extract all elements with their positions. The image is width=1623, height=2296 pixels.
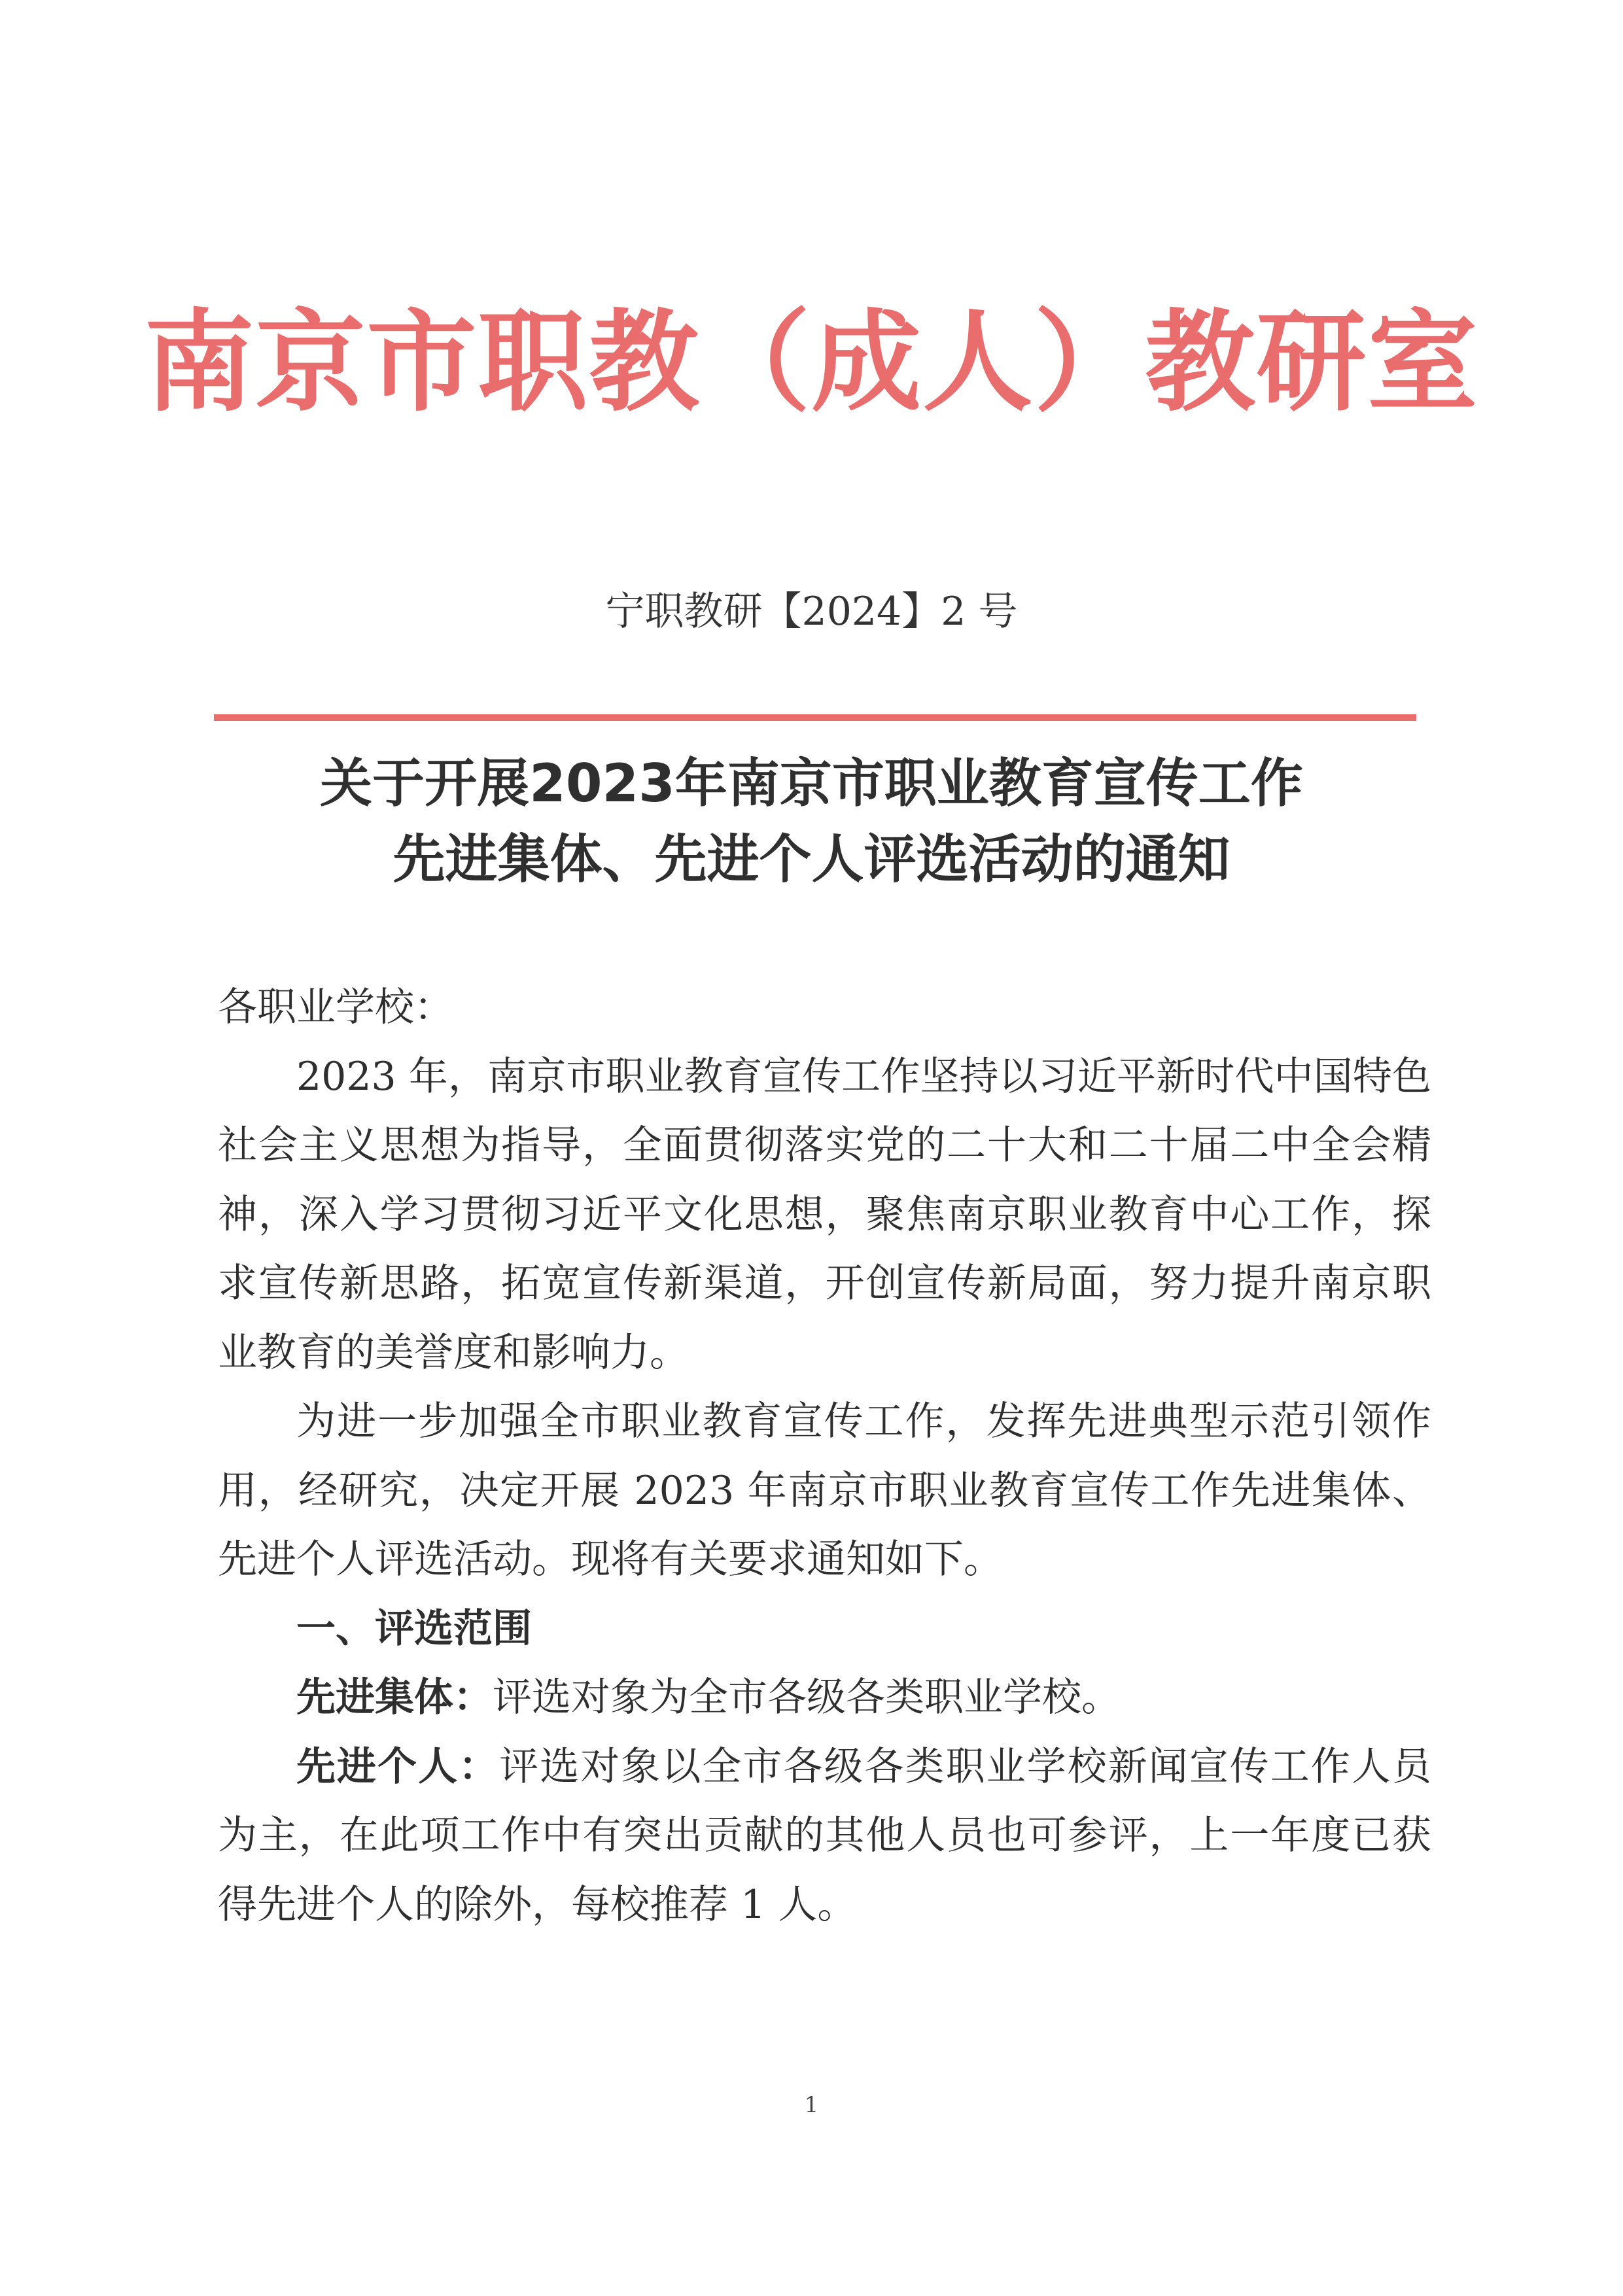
notice-body [218, 973, 1431, 1939]
letterhead-org-name: 南京市职教（成人）教研室 [144, 298, 1479, 426]
page-number: 1 [804, 2092, 819, 2118]
notice-title-line-1: 关于开展2023年南京市职业教育宣传工作 [320, 753, 1303, 814]
salutation: 各职业学校： [218, 984, 453, 1030]
section-heading-selection-scope: 一、评选范围 [296, 1605, 532, 1652]
paragraph-background: 2023 年，南京市职业教育宣传工作坚持以习近平新时代中国特色社会主义思想为指导，全面贯彻落实党的二十大和二十届二中全会精神，深入学习贯彻习近平文化思想，聚焦南京职业教育中心工作，探求宣传新思路，拓宽宣传新渠道，开创宣传新局面，努力提升南京职业教育的美誉度和影响力。 [218, 1053, 1431, 1376]
advanced-individual-label: 先进个人： [296, 1743, 500, 1790]
document-number: 宁职教研【2024】2 号 [605, 589, 1018, 635]
notice-title-line-2: 先进集体、先进个人评选活动的通知 [393, 829, 1230, 890]
advanced-collective-text: 评选对象为全市各级各类职业学校。 [493, 1675, 1121, 1720]
paragraph-purpose: 为进一步加强全市职业教育宣传工作，发挥先进典型示范引领作用，经研究，决定开展 2023 年南京市职业教育宣传工作先进集体、先进个人评选活动。现将有关要求通知如下。 [218, 1399, 1431, 1582]
paragraph-advanced-individual [218, 1733, 1431, 1940]
notice-title [0, 746, 1623, 897]
advanced-collective-label: 先进集体： [296, 1675, 493, 1720]
red-divider-rule [214, 714, 1416, 721]
paragraph-advanced-collective [218, 1663, 1431, 1733]
advanced-individual-text: 评选对象以全市各级各类职业学校新闻宣传工作人员为主，在此项工作中有突出贡献的其他人员也可参评，上一年度已获得先进个人的除外，每校推荐 1 人。 [218, 1743, 1432, 1928]
